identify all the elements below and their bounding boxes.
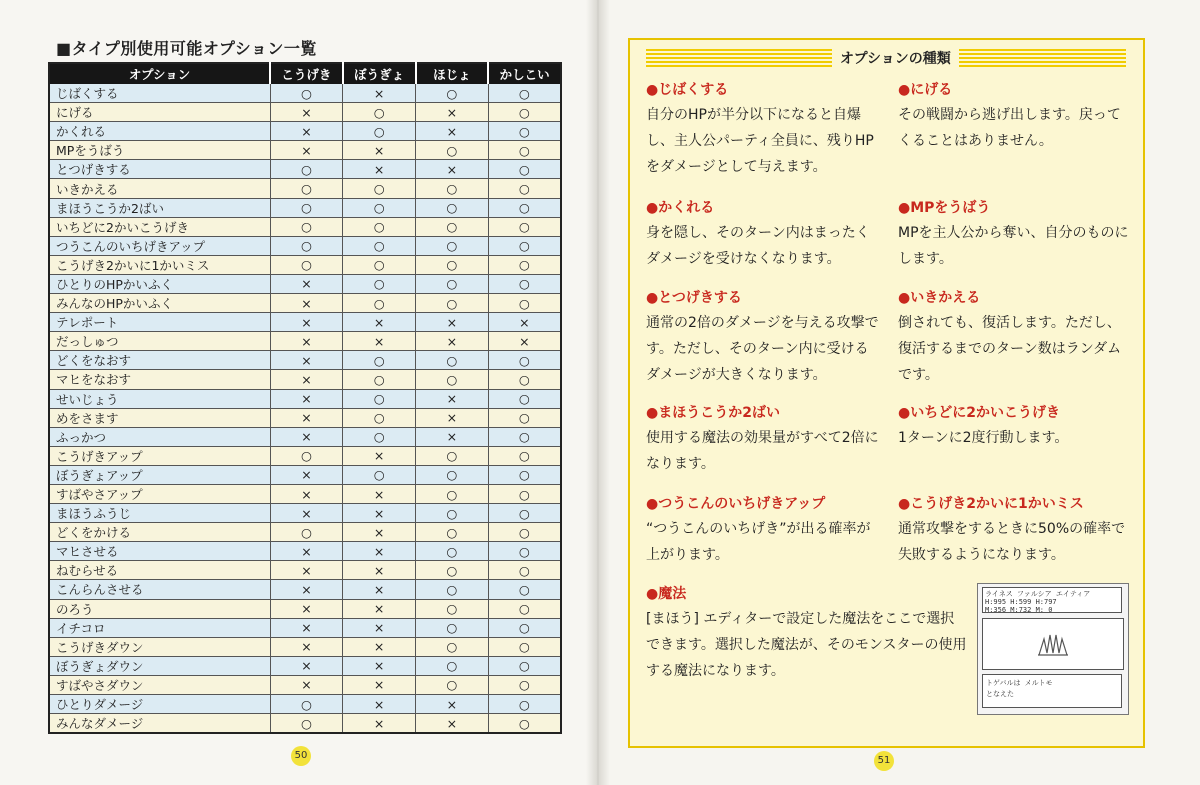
table-row xyxy=(49,198,561,217)
available-mark: ○ xyxy=(488,122,561,141)
available-mark: ○ xyxy=(343,255,416,274)
table-row xyxy=(49,446,561,465)
available-mark: ○ xyxy=(488,198,561,217)
unavailable-mark: × xyxy=(270,599,343,618)
available-mark: ○ xyxy=(416,274,489,293)
table-row xyxy=(49,84,561,103)
unavailable-mark: × xyxy=(488,332,561,351)
unavailable-mark: × xyxy=(270,580,343,599)
available-mark: ○ xyxy=(343,370,416,389)
option-name: めをさます xyxy=(49,408,270,427)
available-mark: ○ xyxy=(416,217,489,236)
status-mp: M:356 M:732 M: 0 xyxy=(985,606,1053,614)
unavailable-mark: × xyxy=(343,599,416,618)
option-name: マヒさせる xyxy=(49,542,270,561)
section-title: ●MPをうばう xyxy=(898,200,991,216)
available-mark: ○ xyxy=(416,370,489,389)
section-kakureru xyxy=(646,198,880,272)
available-mark: ○ xyxy=(488,389,561,408)
status-names: ライネス ファルシア エイティア xyxy=(985,590,1091,598)
unavailable-mark: × xyxy=(343,84,416,103)
available-mark: ○ xyxy=(488,217,561,236)
section-title: ●まほうこうか2ばい xyxy=(646,405,780,421)
option-name: いきかえる xyxy=(49,179,270,198)
available-mark: ○ xyxy=(488,714,561,734)
available-mark: ○ xyxy=(488,484,561,503)
table-row xyxy=(49,122,561,141)
box-title: オプションの種類 xyxy=(832,49,959,69)
unavailable-mark: × xyxy=(416,427,489,446)
unavailable-mark: × xyxy=(416,389,489,408)
section-ikikaeru xyxy=(898,288,1132,388)
option-name: ぼうぎょアップ xyxy=(49,465,270,484)
section-title: ●つうこんのいちげきアップ xyxy=(646,496,826,512)
table-row xyxy=(49,351,561,370)
available-mark: ○ xyxy=(488,695,561,714)
option-name: つうこんのいちげきアップ xyxy=(49,236,270,255)
unavailable-mark: × xyxy=(343,656,416,675)
option-name: まほうふうじ xyxy=(49,504,270,523)
available-mark: ○ xyxy=(270,84,343,103)
section-title: ●魔法 xyxy=(646,586,687,602)
header-attack: こうげき xyxy=(270,63,343,84)
section-jibaku xyxy=(646,80,880,180)
available-mark: ○ xyxy=(416,465,489,484)
available-mark: ○ xyxy=(416,351,489,370)
option-name: まほうこうか2ばい xyxy=(49,198,270,217)
unavailable-mark: × xyxy=(343,580,416,599)
unavailable-mark: × xyxy=(343,675,416,694)
available-mark: ○ xyxy=(416,675,489,694)
table-header-row xyxy=(49,63,561,84)
unavailable-mark: × xyxy=(270,618,343,637)
table-row xyxy=(49,160,561,179)
unavailable-mark: × xyxy=(270,675,343,694)
unavailable-mark: × xyxy=(270,637,343,656)
available-mark: ○ xyxy=(488,465,561,484)
status-window xyxy=(982,587,1122,613)
section-text: [まほう] エディターで設定した魔法をここで選択できます。選択した魔法が、そのモンスターの使用する魔法になります。 xyxy=(646,611,967,679)
available-mark: ○ xyxy=(270,198,343,217)
table-row xyxy=(49,255,561,274)
available-mark: ○ xyxy=(343,217,416,236)
section-title: ●にげる xyxy=(898,82,953,98)
available-mark: ○ xyxy=(488,637,561,656)
unavailable-mark: × xyxy=(270,656,343,675)
option-name: だっしゅつ xyxy=(49,332,270,351)
unavailable-mark: × xyxy=(416,714,489,734)
available-mark: ○ xyxy=(488,504,561,523)
available-mark: ○ xyxy=(270,160,343,179)
unavailable-mark: × xyxy=(270,332,343,351)
available-mark: ○ xyxy=(270,714,343,734)
table-row xyxy=(49,599,561,618)
table-row xyxy=(49,714,561,734)
unavailable-mark: × xyxy=(416,408,489,427)
unavailable-mark: × xyxy=(416,103,489,122)
section-text: 自分のHPが半分以下になると自爆し、主人公パーティ全員に、残りHPをダメージとして与えます。 xyxy=(646,107,874,175)
table-row xyxy=(49,103,561,122)
table-row xyxy=(49,179,561,198)
available-mark: ○ xyxy=(416,294,489,313)
section-mp-ubau xyxy=(898,198,1132,272)
available-mark: ○ xyxy=(416,84,489,103)
unavailable-mark: × xyxy=(270,274,343,293)
option-name: ひとりのHPかいふく xyxy=(49,274,270,293)
unavailable-mark: × xyxy=(270,561,343,580)
available-mark: ○ xyxy=(488,84,561,103)
available-mark: ○ xyxy=(270,217,343,236)
options-table xyxy=(48,62,562,734)
available-mark: ○ xyxy=(488,599,561,618)
option-name: とつげきする xyxy=(49,160,270,179)
available-mark: ○ xyxy=(416,656,489,675)
available-mark: ○ xyxy=(343,427,416,446)
status-hp: H:995 H:599 H:797 xyxy=(985,598,1057,606)
available-mark: ○ xyxy=(416,504,489,523)
section-kougeki-miss xyxy=(898,494,1132,568)
option-name: こうげき2かいに1かいミス xyxy=(49,255,270,274)
header-smart: かしこい xyxy=(488,63,561,84)
unavailable-mark: × xyxy=(416,332,489,351)
available-mark: ○ xyxy=(488,427,561,446)
table-row xyxy=(49,523,561,542)
available-mark: ○ xyxy=(416,446,489,465)
option-name: ねむらせる xyxy=(49,561,270,580)
option-name: みんなのHPかいふく xyxy=(49,294,270,313)
table-row xyxy=(49,580,561,599)
table-row xyxy=(49,637,561,656)
option-name: イチコロ xyxy=(49,618,270,637)
available-mark: ○ xyxy=(270,523,343,542)
option-name: MPをうばう xyxy=(49,141,270,160)
available-mark: ○ xyxy=(488,446,561,465)
option-name: すばやさアップ xyxy=(49,484,270,503)
table-row xyxy=(49,561,561,580)
unavailable-mark: × xyxy=(270,103,343,122)
option-name: のろう xyxy=(49,599,270,618)
available-mark: ○ xyxy=(488,255,561,274)
unavailable-mark: × xyxy=(416,695,489,714)
unavailable-mark: × xyxy=(343,313,416,332)
unavailable-mark: × xyxy=(343,141,416,160)
section-text: その戦闘から逃げ出します。戻ってくることはありません。 xyxy=(898,107,1121,149)
section-text: 通常の2倍のダメージを与える攻撃です。ただし、そのターン内に受けるダメージが大きくなります。 xyxy=(646,315,879,383)
available-mark: ○ xyxy=(416,542,489,561)
option-name: こんらんさせる xyxy=(49,580,270,599)
available-mark: ○ xyxy=(270,236,343,255)
table-row xyxy=(49,313,561,332)
option-name: こうげきアップ xyxy=(49,446,270,465)
unavailable-mark: × xyxy=(270,351,343,370)
option-name: マヒをなおす xyxy=(49,370,270,389)
unavailable-mark: × xyxy=(343,523,416,542)
section-title: ●かくれる xyxy=(646,200,715,216)
option-name: かくれる xyxy=(49,122,270,141)
option-name: ふっかつ xyxy=(49,427,270,446)
unavailable-mark: × xyxy=(270,389,343,408)
table-row xyxy=(49,504,561,523)
available-mark: ○ xyxy=(488,179,561,198)
unavailable-mark: × xyxy=(270,294,343,313)
table-row xyxy=(49,618,561,637)
unavailable-mark: × xyxy=(488,313,561,332)
available-mark: ○ xyxy=(416,198,489,217)
available-mark: ○ xyxy=(416,179,489,198)
page-title: ■タイプ別使用可能オプション一覧 xyxy=(56,39,317,58)
available-mark: ○ xyxy=(416,618,489,637)
message-line-2: となえた xyxy=(986,690,1014,698)
available-mark: ○ xyxy=(488,561,561,580)
available-mark: ○ xyxy=(416,561,489,580)
unavailable-mark: × xyxy=(270,313,343,332)
table-row xyxy=(49,484,561,503)
table-row xyxy=(49,274,561,293)
unavailable-mark: × xyxy=(343,160,416,179)
book-gutter xyxy=(586,0,610,785)
table-row xyxy=(49,542,561,561)
available-mark: ○ xyxy=(343,122,416,141)
message-window xyxy=(982,674,1122,708)
section-nigeru xyxy=(898,80,1132,154)
page-number-left: 50 xyxy=(291,746,311,766)
available-mark: ○ xyxy=(488,408,561,427)
unavailable-mark: × xyxy=(270,484,343,503)
unavailable-mark: × xyxy=(343,484,416,503)
available-mark: ○ xyxy=(488,656,561,675)
available-mark: ○ xyxy=(416,637,489,656)
section-text: 使用する魔法の効果量がすべて2倍になります。 xyxy=(646,430,879,472)
table-row xyxy=(49,408,561,427)
unavailable-mark: × xyxy=(270,427,343,446)
option-name: どくをかける xyxy=(49,523,270,542)
available-mark: ○ xyxy=(488,103,561,122)
header-defense: ぼうぎょ xyxy=(343,63,416,84)
option-name: にげる xyxy=(49,103,270,122)
available-mark: ○ xyxy=(343,294,416,313)
table-row xyxy=(49,465,561,484)
section-text: 身を隠し、そのターン内はまったくダメージを受けなくなります。 xyxy=(646,225,870,267)
section-mahou xyxy=(646,584,968,684)
header-option: オプション xyxy=(49,63,270,84)
section-title: ●いちどに2かいこうげき xyxy=(898,405,1060,421)
section-title: ●とつげきする xyxy=(646,290,742,306)
available-mark: ○ xyxy=(270,446,343,465)
table-row xyxy=(49,236,561,255)
available-mark: ○ xyxy=(343,351,416,370)
box-header xyxy=(646,49,1126,69)
available-mark: ○ xyxy=(416,599,489,618)
option-name: せいじょう xyxy=(49,389,270,408)
option-name: いちどに2かいこうげき xyxy=(49,217,270,236)
unavailable-mark: × xyxy=(416,313,489,332)
table-row xyxy=(49,656,561,675)
available-mark: ○ xyxy=(488,675,561,694)
unavailable-mark: × xyxy=(343,637,416,656)
option-name: じばくする xyxy=(49,84,270,103)
table-row xyxy=(49,427,561,446)
battle-window xyxy=(982,618,1124,670)
available-mark: ○ xyxy=(488,160,561,179)
table-row xyxy=(49,294,561,313)
section-title: ●いきかえる xyxy=(898,290,981,306)
unavailable-mark: × xyxy=(270,408,343,427)
available-mark: ○ xyxy=(270,179,343,198)
unavailable-mark: × xyxy=(343,618,416,637)
available-mark: ○ xyxy=(488,580,561,599)
unavailable-mark: × xyxy=(416,160,489,179)
option-name: どくをなおす xyxy=(49,351,270,370)
available-mark: ○ xyxy=(488,141,561,160)
table-row xyxy=(49,370,561,389)
section-text: 倒されても、復活します。ただし、復活するまでのターン数はランダムです。 xyxy=(898,315,1122,383)
available-mark: ○ xyxy=(343,274,416,293)
available-mark: ○ xyxy=(416,255,489,274)
table-row xyxy=(49,695,561,714)
option-name: すばやさダウン xyxy=(49,675,270,694)
available-mark: ○ xyxy=(270,255,343,274)
spiky-monster-icon xyxy=(1035,631,1071,657)
available-mark: ○ xyxy=(488,370,561,389)
available-mark: ○ xyxy=(416,236,489,255)
table-row xyxy=(49,141,561,160)
available-mark: ○ xyxy=(416,484,489,503)
unavailable-mark: × xyxy=(270,122,343,141)
unavailable-mark: × xyxy=(343,714,416,734)
section-2kai-kougeki xyxy=(898,403,1132,451)
available-mark: ○ xyxy=(488,236,561,255)
option-name: みんなダメージ xyxy=(49,714,270,734)
section-tsuukon-up xyxy=(646,494,880,568)
section-text: MPを主人公から奪い、自分のものにします。 xyxy=(898,225,1129,267)
table-row xyxy=(49,675,561,694)
option-name: ひとりダメージ xyxy=(49,695,270,714)
section-text: 1ターンに2度行動します。 xyxy=(898,430,1069,446)
page-number-right: 51 xyxy=(874,751,894,771)
section-text: “つうこんのいちげき”が出る確率が上がります。 xyxy=(646,521,871,563)
available-mark: ○ xyxy=(343,408,416,427)
unavailable-mark: × xyxy=(270,370,343,389)
available-mark: ○ xyxy=(343,236,416,255)
available-mark: ○ xyxy=(270,695,343,714)
unavailable-mark: × xyxy=(416,122,489,141)
available-mark: ○ xyxy=(488,523,561,542)
section-totsugeki xyxy=(646,288,880,388)
option-name: ぼうぎょダウン xyxy=(49,656,270,675)
available-mark: ○ xyxy=(488,542,561,561)
unavailable-mark: × xyxy=(343,542,416,561)
table-row xyxy=(49,217,561,236)
option-name: テレポート xyxy=(49,313,270,332)
unavailable-mark: × xyxy=(270,465,343,484)
available-mark: ○ xyxy=(488,294,561,313)
unavailable-mark: × xyxy=(343,446,416,465)
unavailable-mark: × xyxy=(343,332,416,351)
table-body xyxy=(49,84,561,733)
available-mark: ○ xyxy=(343,103,416,122)
unavailable-mark: × xyxy=(270,504,343,523)
section-text: 通常攻撃をするときに50%の確率で失敗するようになります。 xyxy=(898,521,1126,563)
available-mark: ○ xyxy=(488,274,561,293)
unavailable-mark: × xyxy=(343,561,416,580)
section-mahou-2bai xyxy=(646,403,880,477)
available-mark: ○ xyxy=(488,351,561,370)
available-mark: ○ xyxy=(343,179,416,198)
table-row xyxy=(49,389,561,408)
available-mark: ○ xyxy=(343,198,416,217)
available-mark: ○ xyxy=(343,465,416,484)
unavailable-mark: × xyxy=(343,504,416,523)
header-support: ほじょ xyxy=(416,63,489,84)
available-mark: ○ xyxy=(416,141,489,160)
table-row xyxy=(49,332,561,351)
available-mark: ○ xyxy=(416,523,489,542)
section-title: ●じばくする xyxy=(646,82,729,98)
unavailable-mark: × xyxy=(343,695,416,714)
unavailable-mark: × xyxy=(270,141,343,160)
available-mark: ○ xyxy=(343,389,416,408)
available-mark: ○ xyxy=(416,580,489,599)
game-screenshot xyxy=(977,583,1129,715)
option-name: こうげきダウン xyxy=(49,637,270,656)
message-line-1: トゲバルは メルトモ xyxy=(986,679,1053,687)
available-mark: ○ xyxy=(488,618,561,637)
unavailable-mark: × xyxy=(270,542,343,561)
section-title: ●こうげき2かいに1かいミス xyxy=(898,496,1084,512)
